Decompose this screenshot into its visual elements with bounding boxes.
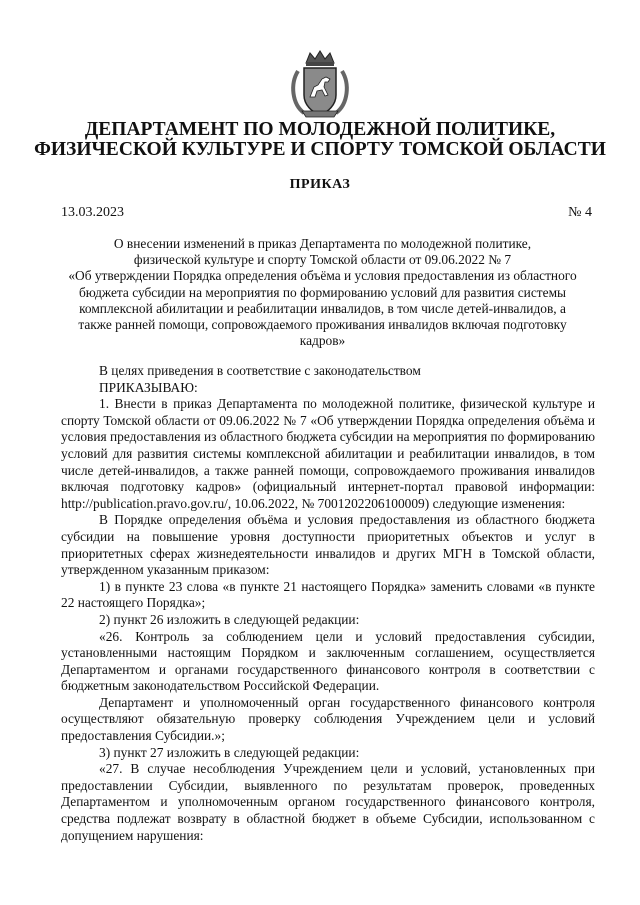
subject-line: также ранней помощи, сопровождаемого проживания инвалидов включая подготовку bbox=[78, 317, 567, 333]
organization-name-line-1: ДЕПАРТАМЕНТ ПО МОЛОДЕЖНОЙ ПОЛИТИКЕ, bbox=[84, 119, 556, 140]
subject-line: кадров» bbox=[299, 333, 346, 349]
coat-of-arms-emblem bbox=[288, 49, 352, 119]
paragraph-2: В Порядке определения объёма и условия предоставления из областного бюджета субсидии на повышение уровня доступности приоритетных объектов и услуг в приоритетных сферах жизнедеятельности инвалидов и других МГН в Томской области, утвержденном указанным приказом: bbox=[61, 512, 595, 578]
subject-line: физической культуре и спорту Томской области от 09.06.2022 № 7 bbox=[133, 252, 512, 268]
subject-line: О внесении изменений в приказ Департамента по молодежной политике, bbox=[113, 236, 532, 251]
organization-name-line-2: ФИЗИЧЕСКОЙ КУЛЬТУРЕ И СПОРТУ ТОМСКОЙ ОБЛАСТИ bbox=[34, 139, 606, 160]
subject-line: бюджета субсидии на мероприятия по формированию условий для развития системы bbox=[78, 284, 567, 300]
preamble: В целях приведения в соответствие с законодательством bbox=[99, 363, 421, 378]
document-type: ПРИКАЗ bbox=[289, 177, 351, 192]
order-subject bbox=[60, 236, 585, 349]
order-date: 13.03.2023 bbox=[61, 205, 124, 220]
subject-line: «Об утверждении Порядка определения объёма и условия предоставления из областного bbox=[68, 268, 577, 284]
paragraph-3: 1) в пункте 23 слова «в пункте 21 настоящего Порядка» заменить словами «в пункте 22 настоящего Порядка»; bbox=[61, 578, 595, 611]
paragraph-5: «26. Контроль за соблюдением цели и условий предоставления субсидии, установленными настоящим Порядком и заключенным соглашением, осуществляется Департаментом и органами государственного финансового контроля в соответствии с бюджетным законодательством Российской Федерации. bbox=[61, 628, 595, 694]
paragraph-4: 2) пункт 26 изложить в следующей редакции: bbox=[99, 611, 360, 627]
order-word: ПРИКАЗЫВАЮ: bbox=[99, 379, 198, 395]
order-body bbox=[61, 363, 595, 844]
paragraph-1: 1. Внести в приказ Департамента по молодежной политике, физической культуре и спорту Томской области от 09.06.2022 № 7 «Об утверждении Порядка определения объёма и условия предоставления из областного бюджета субсидии на мероприятия по формированию условий для развития системы комплексной абилитации и реабилитации инвалидов, в том числе детей-инвалидов, а также ранней помощи, сопровождаемого проживания инвалидов включая подготовку кадров» (официальный интернет-портал правовой информации: http://publication.pravo.gov.ru/, 10.06.2022, № 7001202206100009) следующие изменения: bbox=[61, 396, 595, 511]
order-number: № 4 bbox=[568, 205, 592, 220]
subject-line: комплексной абилитации и реабилитации инвалидов, в том числе детей-инвалидов, а bbox=[79, 300, 566, 316]
paragraph-6: Департамент и уполномоченный орган государственного финансового контроля осуществляют обязательную проверку соблюдения Учреждением цели и условий предоставления Субсидии.»; bbox=[61, 694, 595, 744]
paragraph-7: 3) пункт 27 изложить в следующей редакции: bbox=[99, 744, 360, 760]
paragraph-8: «27. В случае несоблюдения Учреждением цели и условий, установленных при предоставлении Субсидии, выявленного по результатам проверок, проведенных Департаментом и уполномоченным органом государственного финансового контроля, средства подлежат возврату в областной бюджет в объеме Субсидии, использованном с допущением нарушения: bbox=[61, 761, 595, 843]
